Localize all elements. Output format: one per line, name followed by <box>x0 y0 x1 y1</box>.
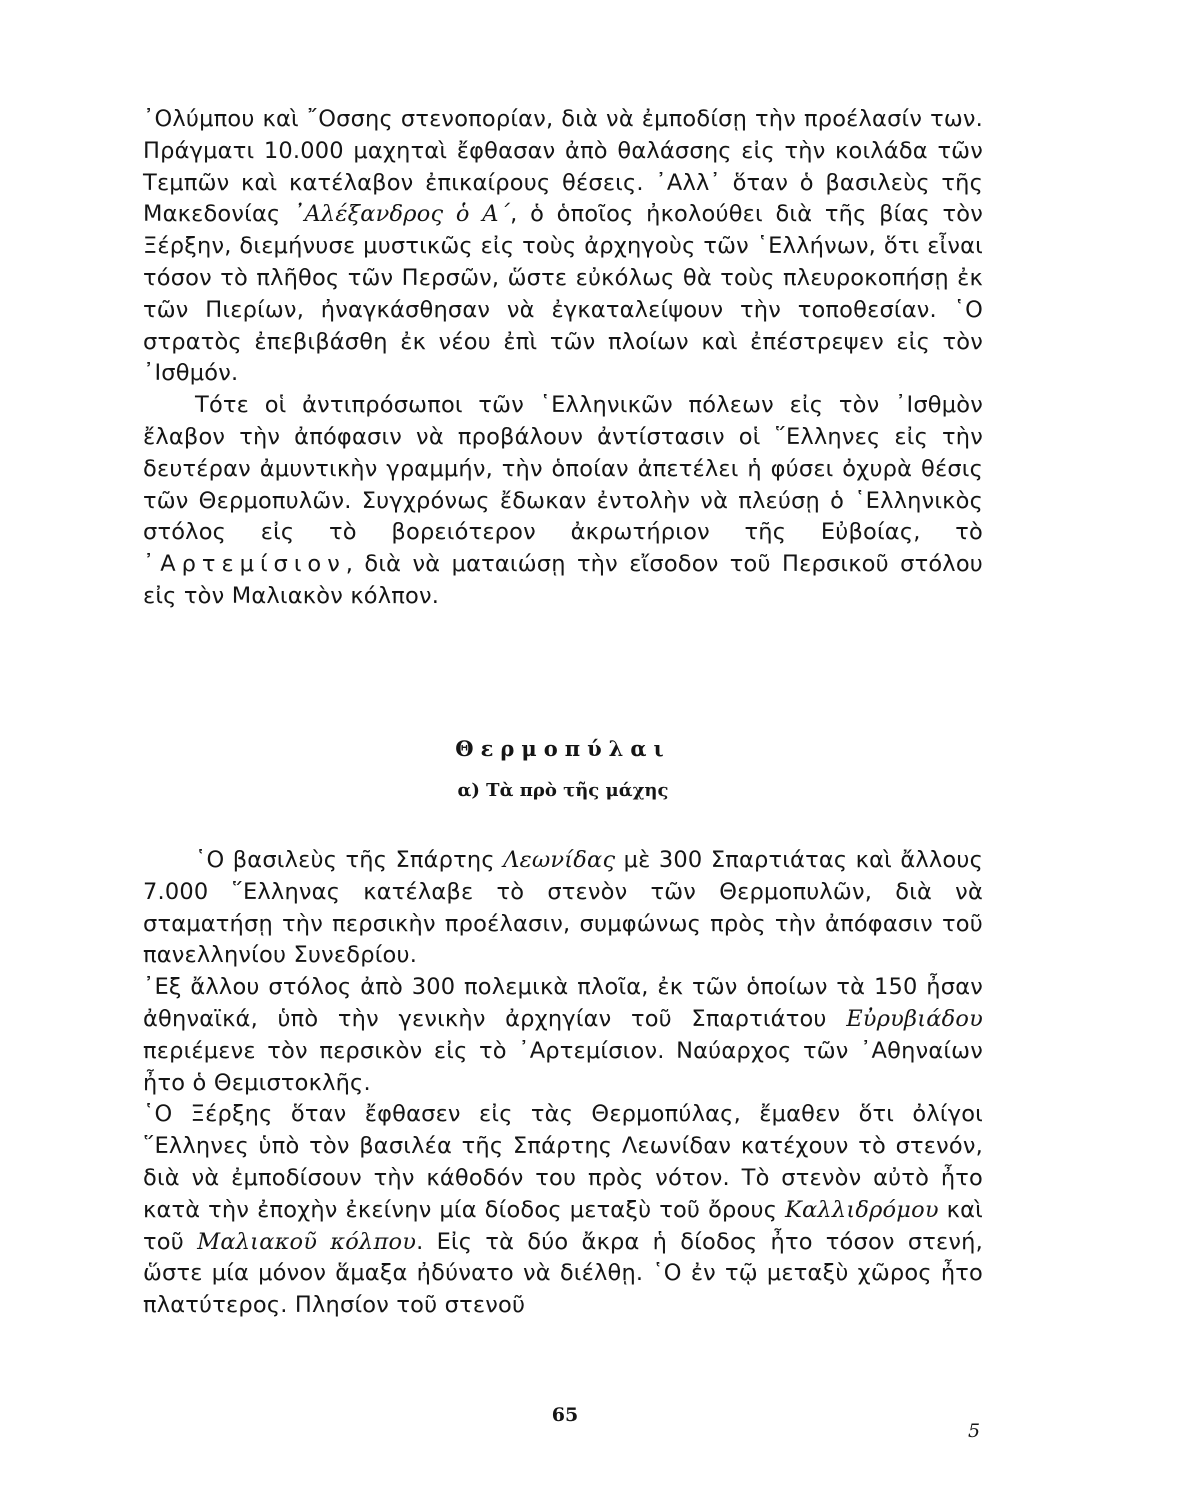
person-name: Εὐρυβιάδου <box>846 1005 983 1032</box>
place-name: Μαλιακοῦ κόλπου <box>197 1228 417 1255</box>
paragraph: ᾿Ολύμπου καὶ ῎Οσσης στενοπορίαν, διὰ νὰ ἐμποδίσῃ τὴν προέλασίν των. Πράγματι 10.000 μαχηταὶ ἔφθασαν ἀπὸ θαλάσσης εἰς τὴν κοιλάδα τῶν Τεμπῶν καὶ κατέλαβον ἐπικαίρους θέσεις. ᾿Αλλ᾿ ὅταν ὁ βασιλεὺς τῆς Μακεδονίας ᾿Αλέξανδρος ὁ Α΄, ὁ ὁποῖος ἠκολούθει διὰ τῆς βίας τὸν Ξέρξην, διεμήνυσε μυστικῶς εἰς τοὺς ἀρχηγοὺς τῶν ῾Ελλήνων, ὅτι εἶναι τόσον τὸ πλῆθος τῶν Περσῶν, ὥστε εὐκόλως θὰ τοὺς πλευροκοπήσῃ ἐκ τῶν Πιερίων, ἠναγκάσθησαν νὰ ἐγκαταλείψουν τὴν τοποθεσίαν. ῾Ο στρατὸς ἐπεβιβάσθη ἐκ νέου ἐπὶ τῶν πλοίων καὶ ἐπέστρεψεν εἰς τὸν ᾿Ισθμόν. <box>143 106 983 387</box>
section-subheading: α) Τὰ πρὸ τῆς μάχης <box>457 780 669 801</box>
section-heading: Θερμοπύλαι <box>455 736 671 761</box>
place-name: Καλλιδρόμου <box>785 1196 939 1223</box>
person-name: ᾿Αλέξανδρος ὁ Α΄ <box>293 201 511 228</box>
paragraph: ᾿Εξ ἄλλου στόλος ἀπὸ 300 πολεμικὰ πλοῖα, ἐκ τῶν ὁποίων τὰ 150 ἦσαν ἀθηναϊκά, ὑπὸ τὴν γενικὴν ἀρχηγίαν τοῦ Σπαρτιάτου Εὐρυβιάδου περιέμενε τὸν περσικὸν εἰς τὸ ᾿Αρτεμίσιον. Ναύαρχος τῶν ᾿Αθηναίων ἦτο ὁ Θεμιστοκλῆς. <box>143 974 983 1096</box>
paragraph: ῾Ο βασιλεὺς τῆς Σπάρτης Λεωνίδας μὲ 300 Σπαρτιάτας καὶ ἄλλους 7.000 ῞Ελληνας κατέλαβε τὸ στενὸν τῶν Θερμοπυλῶν, διὰ νὰ σταματήσῃ τὴν περσικὴν προέλασιν, συμφώνως πρὸς τὴν ἀπόφασιν τοῦ πανελληνίου Συνεδρίου. <box>143 847 983 969</box>
text-block-lower <box>143 845 983 1322</box>
paragraph: Τότε οἱ ἀντιπρόσωποι τῶν ῾Ελληνικῶν πόλεων εἰς τὸν ᾿Ισθμὸν ἔλαβον τὴν ἀπόφασιν νὰ προβάλουν ἀντίστασιν οἱ ῞Ελληνες εἰς τὴν δευτέραν ἀμυντικὴν γραμμήν, τὴν ὁποίαν ἀπετέλει ἡ φύσει ὀχυρὰ θέσις τῶν Θερμοπυλῶν. Συγχρόνως ἔδωκαν ἐντολὴν νὰ πλεύσῃ ὁ ῾Ελληνικὸς στόλος εἰς τὸ βορειότερον ἀκρωτήριον τῆς Εὐβοίας, τὸ ᾿Αρτεμίσιον, διὰ νὰ ματαιώσῃ τὴν εἴσοδον τοῦ Περσικοῦ στόλου εἰς τὸν Μαλιακὸν κόλπον. <box>143 392 983 609</box>
page-number: 65 <box>551 1404 579 1426</box>
text-block-upper <box>143 104 983 613</box>
paragraph: ῾Ο Ξέρξης ὅταν ἔφθασεν εἰς τὰς Θερμοπύλας, ἔμαθεν ὅτι ὀλίγοι ῞Ελληνες ὑπὸ τὸν βασιλέα τῆς Σπάρτης Λεωνίδαν κατέχουν τὸ στενόν, διὰ νὰ ἐμποδίσουν τὴν κάθοδόν του πρὸς νότον. Τὸ στενὸν αὐτὸ ἦτο κατὰ τὴν ἐποχὴν ἐκείνην μία δίοδος μεταξὺ τοῦ ὄρους Καλλιδρόμου καὶ τοῦ Μαλιακοῦ κόλπου. Εἰς τὰ δύο ἄκρα ἡ δίοδος ἦτο τόσον στενή, ὥστε μία μόνον ἅμαξα ἠδύνατο νὰ διέλθῃ. ῾Ο ἐν τῷ μεταξὺ χῶρος ἦτο πλατύτερος. Πλησίον τοῦ στενοῦ <box>143 1101 983 1319</box>
place-name-spaced: ᾿Αρτεμίσιον <box>143 551 346 578</box>
signature-mark: 5 <box>968 1420 981 1442</box>
person-name: Λεωνίδας <box>503 847 616 873</box>
